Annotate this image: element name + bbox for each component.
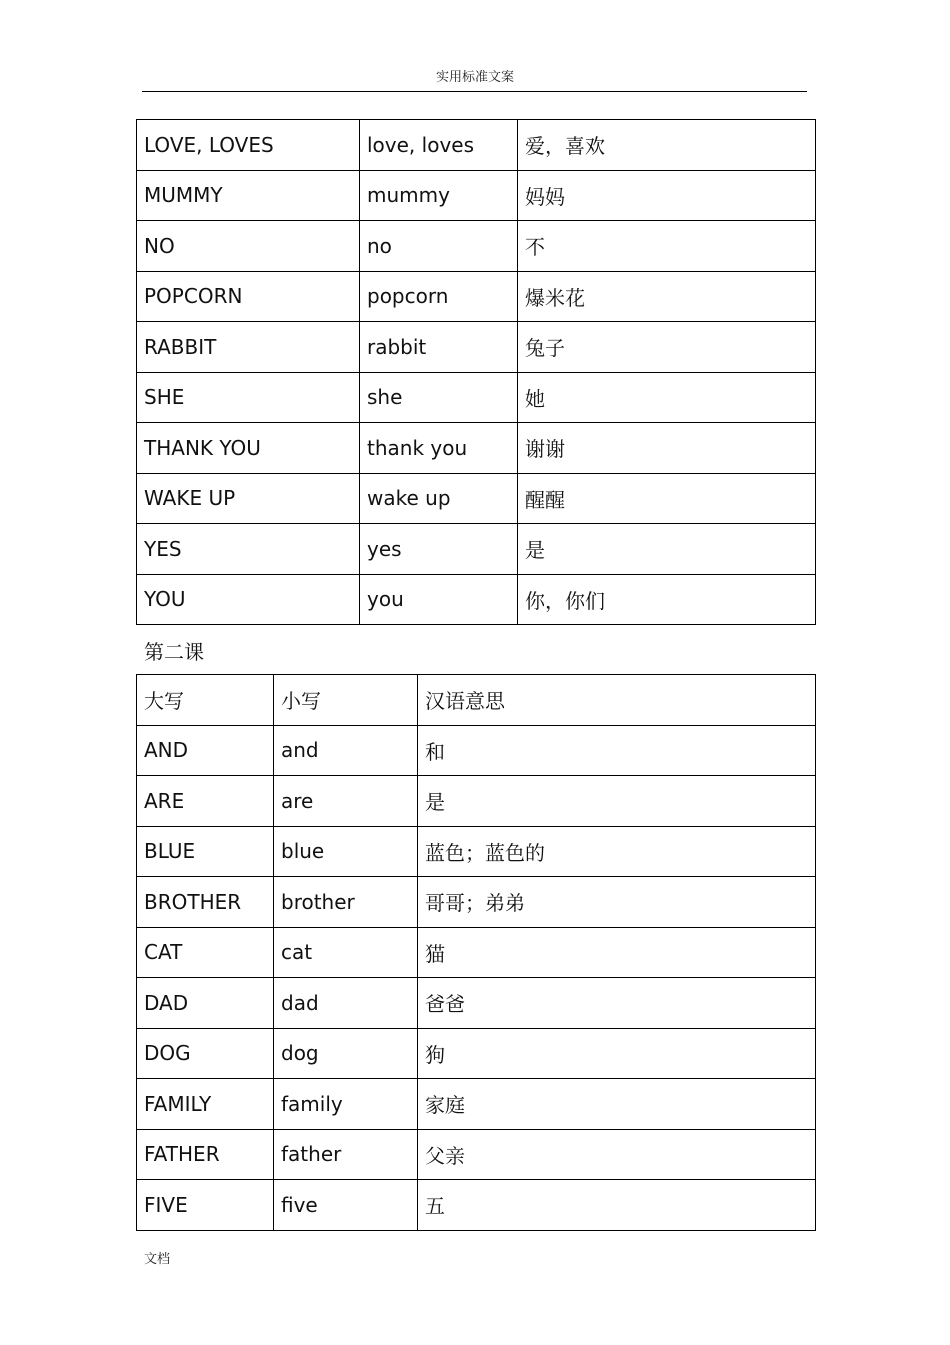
cell-lower: and <box>274 725 418 776</box>
table-row <box>137 120 816 171</box>
cell-upper: YOU <box>137 574 360 625</box>
cell-meaning: 她 <box>518 372 816 423</box>
table-row <box>137 423 816 474</box>
cell-lower: no <box>360 221 518 272</box>
header-divider <box>142 91 807 92</box>
cell-meaning: 不 <box>518 221 816 272</box>
table-row <box>137 1079 816 1130</box>
lesson-2-heading: 第二课 <box>144 640 204 664</box>
table-row <box>137 1028 816 1079</box>
table-row <box>137 776 816 827</box>
cell-lower: she <box>360 372 518 423</box>
cell-meaning: 是 <box>518 524 816 575</box>
cell-meaning: 兔子 <box>518 322 816 373</box>
cell-lower: family <box>274 1079 418 1130</box>
table-row <box>137 271 816 322</box>
table-header-row <box>137 675 816 726</box>
cell-lower: blue <box>274 826 418 877</box>
cell-lower: mummy <box>360 170 518 221</box>
table-row <box>137 170 816 221</box>
cell-lower: yes <box>360 524 518 575</box>
cell-lower: wake up <box>360 473 518 524</box>
table-row <box>137 524 816 575</box>
cell-upper: FAMILY <box>137 1079 274 1130</box>
cell-upper: ARE <box>137 776 274 827</box>
vocab-table-lesson-2 <box>136 674 816 1231</box>
cell-meaning: 醒醒 <box>518 473 816 524</box>
vocab-table-lesson-1 <box>136 119 816 625</box>
cell-upper: POPCORN <box>137 271 360 322</box>
cell-meaning: 你，你们 <box>518 574 816 625</box>
table-row <box>137 372 816 423</box>
header-upper: 大写 <box>137 675 274 726</box>
cell-upper: CAT <box>137 927 274 978</box>
cell-upper: MUMMY <box>137 170 360 221</box>
table-row <box>137 725 816 776</box>
cell-meaning: 猫 <box>418 927 816 978</box>
cell-lower: you <box>360 574 518 625</box>
table-row <box>137 1180 816 1231</box>
table-row <box>137 927 816 978</box>
cell-lower: thank you <box>360 423 518 474</box>
cell-upper: FATHER <box>137 1129 274 1180</box>
cell-meaning: 爸爸 <box>418 978 816 1029</box>
cell-lower: father <box>274 1129 418 1180</box>
cell-meaning: 是 <box>418 776 816 827</box>
cell-meaning: 哥哥；弟弟 <box>418 877 816 928</box>
cell-meaning: 爆米花 <box>518 271 816 322</box>
table-row <box>137 473 816 524</box>
cell-meaning: 父亲 <box>418 1129 816 1180</box>
table-row <box>137 574 816 625</box>
page-header-title: 实用标准文案 <box>435 70 514 85</box>
cell-meaning: 和 <box>418 725 816 776</box>
page-footer-label: 文档 <box>144 1252 171 1267</box>
cell-lower: love, loves <box>360 120 518 171</box>
table-row <box>137 1129 816 1180</box>
cell-meaning: 爱，喜欢 <box>518 120 816 171</box>
cell-lower: dad <box>274 978 418 1029</box>
table-row <box>137 322 816 373</box>
cell-upper: WAKE UP <box>137 473 360 524</box>
table-row <box>137 978 816 1029</box>
cell-meaning: 妈妈 <box>518 170 816 221</box>
cell-upper: RABBIT <box>137 322 360 373</box>
table-row <box>137 877 816 928</box>
cell-upper: NO <box>137 221 360 272</box>
header-meaning: 汉语意思 <box>418 675 816 726</box>
cell-lower: rabbit <box>360 322 518 373</box>
cell-meaning: 家庭 <box>418 1079 816 1130</box>
cell-lower: brother <box>274 877 418 928</box>
cell-upper: DOG <box>137 1028 274 1079</box>
cell-lower: five <box>274 1180 418 1231</box>
table-row <box>137 221 816 272</box>
header-lower: 小写 <box>274 675 418 726</box>
cell-meaning: 狗 <box>418 1028 816 1079</box>
cell-upper: LOVE, LOVES <box>137 120 360 171</box>
cell-meaning: 五 <box>418 1180 816 1231</box>
cell-upper: THANK YOU <box>137 423 360 474</box>
cell-upper: BLUE <box>137 826 274 877</box>
cell-lower: dog <box>274 1028 418 1079</box>
cell-upper: BROTHER <box>137 877 274 928</box>
cell-meaning: 蓝色；蓝色的 <box>418 826 816 877</box>
cell-upper: FIVE <box>137 1180 274 1231</box>
cell-lower: are <box>274 776 418 827</box>
cell-meaning: 谢谢 <box>518 423 816 474</box>
cell-upper: AND <box>137 725 274 776</box>
cell-lower: cat <box>274 927 418 978</box>
cell-upper: SHE <box>137 372 360 423</box>
table-row <box>137 826 816 877</box>
cell-upper: DAD <box>137 978 274 1029</box>
cell-upper: YES <box>137 524 360 575</box>
cell-lower: popcorn <box>360 271 518 322</box>
